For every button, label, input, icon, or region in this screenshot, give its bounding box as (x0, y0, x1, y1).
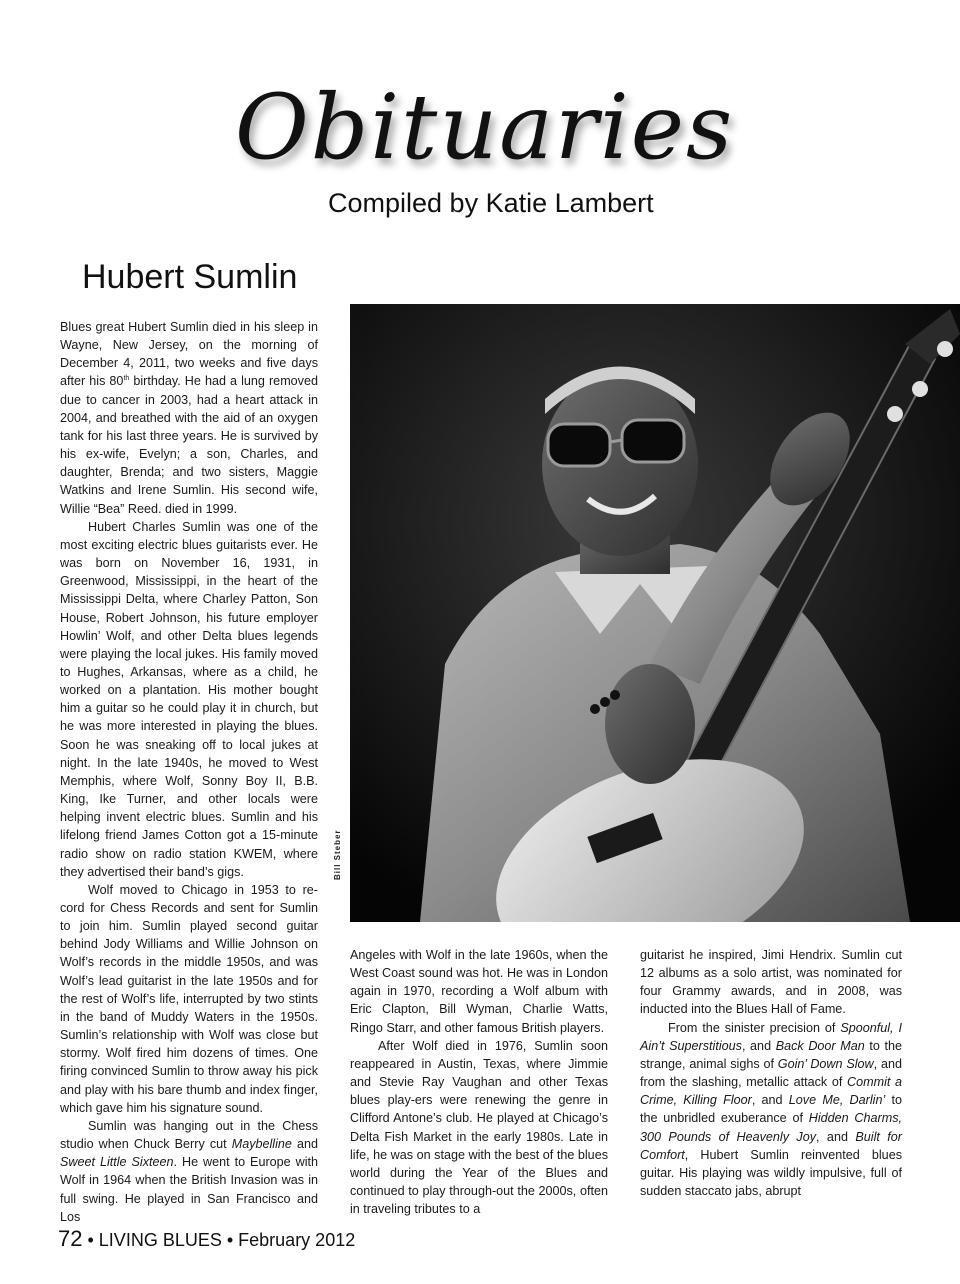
paragraph: After Wolf died in 1976, Sumlin soon reappeared in Austin, Texas, where Jimmie and Stevie Ray Vaughan and other Texas blues play-ers were renewing the genre in Clifford Antone’s club. He played at Chicago’s Delta Fish Market in the early 1980s. Late in life, he was on stage with the best of the blues world during the Year of the Blues and continued to play through-out the 2000s, often in traveling tributes to a (350, 1038, 608, 1217)
article-column-2 (350, 946, 608, 1218)
article-title: Hubert Sumlin (82, 258, 298, 296)
article-column-3 (640, 946, 902, 1200)
paragraph: Angeles with Wolf in the late 1960s, when the West Coast sound was hot. He was in London again in 1970, recording a Wolf album with Eric Clapton, Bill Wyman, Charlie Watts, Ringo Starr, and other famous British players. (350, 948, 608, 1035)
paragraph: guitarist he inspired, Jimi Hendrix. Sumlin cut 12 albums as a solo artist, was nominated for four Grammy awards, and in 2008, was inducted into the Blues Hall of Fame. (640, 948, 902, 1017)
song-title: Built for Comfort (640, 1129, 902, 1162)
byline: Compiled by Katie Lambert (328, 188, 654, 218)
text-run: , and (751, 1093, 789, 1108)
article-column-1 (60, 318, 318, 1226)
magazine-name: LIVING BLUES (98, 1230, 222, 1250)
superscript: th (123, 375, 130, 383)
text-run: From the sinister precision of (668, 1020, 841, 1035)
page-number: 72 (58, 1226, 83, 1251)
text-run: Sumlin was hanging out in the Chess studio when Chuck Berry cut (60, 1118, 318, 1152)
text-run: to the strange, animal sighs of (640, 1038, 903, 1071)
guitarist-photo-illustration (350, 304, 960, 922)
song-title: Back Door Man (775, 1038, 865, 1053)
separator: • (221, 1230, 239, 1250)
text-run: to the unbridled exuberance of (640, 1093, 902, 1126)
paragraph (60, 318, 318, 518)
song-title: Spoonful, I Ain’t Superstitious (640, 1020, 902, 1053)
article-photo (350, 304, 960, 922)
song-title: Love Me, Darlin’ (788, 1093, 886, 1108)
text-run: and (291, 1137, 318, 1152)
issue-date: February 2012 (238, 1230, 356, 1250)
paragraph (640, 1019, 902, 1201)
paragraph: Wolf moved to Chicago in 1953 to re-cord for Chess Records and sent for Sumlin to join him. Sumlin played second guitar behind Jody Williams and Willie Johnson on Wolf’s records in the middle 1950s, and was Wolf’s lead guitarist in the late 1950s and for the rest of Wolf’s life, interrupted by two stints in the band of Muddy Waters in the 1950s. Sumlin’s relationship with Wolf was close but stormy. Wolf fired him dozens of times. One firing convinced Sumlin to throw away his pick and play with his bare thumb and index finger, which gave him his signature sound. (60, 882, 318, 1115)
song-title: Hidden Charms, 300 Pounds of Heavenly Joy (640, 1111, 902, 1144)
song-title: Commit a Crime, Killing Floor (640, 1075, 902, 1108)
song-title: Maybelline (231, 1137, 292, 1152)
text-run: , Hubert Sumlin reinvented blues guitar. His playing was wildly impulsive, full of sudden staccato jabs, abrupt (640, 1147, 902, 1199)
text-run: Blues great Hubert Sumlin died in his sleep in Wayne, New Jersey, on the morning of December 4, 2011, two weeks and five days after his 80 (60, 320, 318, 389)
text-run: , and from the slashing, metallic attack of (640, 1056, 902, 1090)
song-title: Goin’ Down Slow (777, 1056, 874, 1071)
text-run: , and (816, 1129, 856, 1144)
text-run: , and (741, 1038, 776, 1053)
paragraph (60, 1117, 318, 1226)
photo-credit: Bill Steber (333, 829, 342, 880)
text-run: birthday. He had a lung removed due to cancer in 2003, had a heart attack in 2004, and breathed with the aid of an oxygen tank for his last three years. He is survived by his ex-wife, Evelyn; a son, Charles, and daughter, Brenda; and two sisters, Maggie Watkins and Irene Sumlin. His second wife, Willie “Bea” Reed. died in 1999. (60, 374, 318, 516)
song-title: Sweet Little Sixteen (60, 1155, 174, 1170)
masthead (0, 40, 960, 230)
paragraph: Hubert Charles Sumlin was one of the most exciting electric blues guitarists ever. He was born on November 16, 1931, in Greenwood, Mississippi, in the heart of the Mississippi Delta, where Charley Patton, Son House, Robert Johnson, his future employer Howlin’ Wolf, and other Delta blues legends were playing the local jukes. His family moved to Hughes, Arkansas, where as a child, he worked on a plantation. His mother bought him a guitar so he could play it in church, but he was more interested in playing the blues. Soon he was sneaking off to local jukes at night. In the late 1940s, he moved to West Memphis, where Wolf, Sonny Boy II, B.B. King, Ike Turner, and other locals were helping invent electric blues. Sumlin and his lifelong friend James Cotton got a 15-minute radio show on radio station KWEM, where they advertised their band’s gigs. (60, 519, 318, 879)
page-footer (58, 1226, 355, 1252)
separator: • (82, 1230, 99, 1250)
section-title: Obituaries (235, 75, 735, 180)
text-run: . He went to Europe with Wolf in 1964 when the British Invasion was in full swing. He played in San Francisco and Los (60, 1155, 319, 1224)
